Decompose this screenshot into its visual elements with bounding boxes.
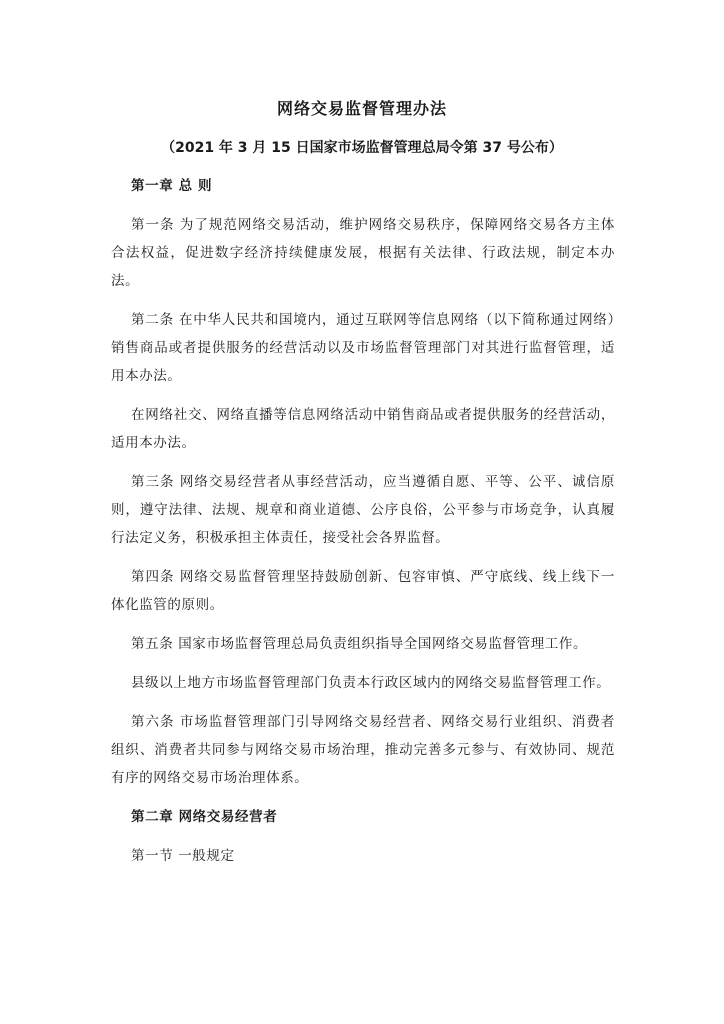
- article-paragraph: 第五条 国家市场监督管理总局负责组织指导全国网络交易监督管理工作。: [131, 636, 588, 652]
- section-heading: 第一节 一般规定: [131, 848, 235, 864]
- document-body: [111, 172, 615, 881]
- article-paragraph: 第二条 在中华人民共和国境内，通过互联网等信息网络（以下简称通过网络）销售商品或者提供服务的经营活动以及市场监督管理部门对其进行监督管理，适用本办法。: [111, 312, 615, 384]
- article-paragraph: 第三条 网络交易经营者从事经营活动，应当遵循自愿、平等、公平、诚信原则，遵守法律、法规、规章和商业道德、公序良俗，公平参与市场竞争，认真履行法定义务，积极承担主体责任，接受社会各界监督。: [111, 474, 615, 546]
- article-paragraph: 第六条 市场监督管理部门引导网络交易经营者、网络交易行业组织、消费者组织、消费者共同参与网络交易市场治理，推动完善多元参与、有效协同、规范有序的网络交易市场治理体系。: [111, 714, 615, 786]
- chapter-heading: 第二章 网络交易经营者: [131, 809, 278, 825]
- article-paragraph: 在网络社交、网络直播等信息网络活动中销售商品或者提供服务的经营活动，适用本办法。: [111, 407, 615, 451]
- article-paragraph: 第一条 为了规范网络交易活动，维护网络交易秩序，保障网络交易各方主体合法权益，促进数字经济持续健康发展，根据有关法律、行政法规，制定本办法。: [111, 217, 615, 289]
- article-paragraph: 第四条 网络交易监督管理坚持鼓励创新、包容审慎、严守底线、线上线下一体化监管的原则。: [111, 569, 615, 613]
- article-paragraph: 县级以上地方市场监督管理部门负责本行政区域内的网络交易监督管理工作。: [131, 675, 611, 691]
- chapter-heading: 第一章 总 则: [131, 178, 213, 194]
- document-subtitle: （2021 年 3 月 15 日国家市场监督管理总局令第 37 号公布）: [161, 140, 563, 156]
- document-title: 网络交易监督管理办法: [276, 99, 447, 118]
